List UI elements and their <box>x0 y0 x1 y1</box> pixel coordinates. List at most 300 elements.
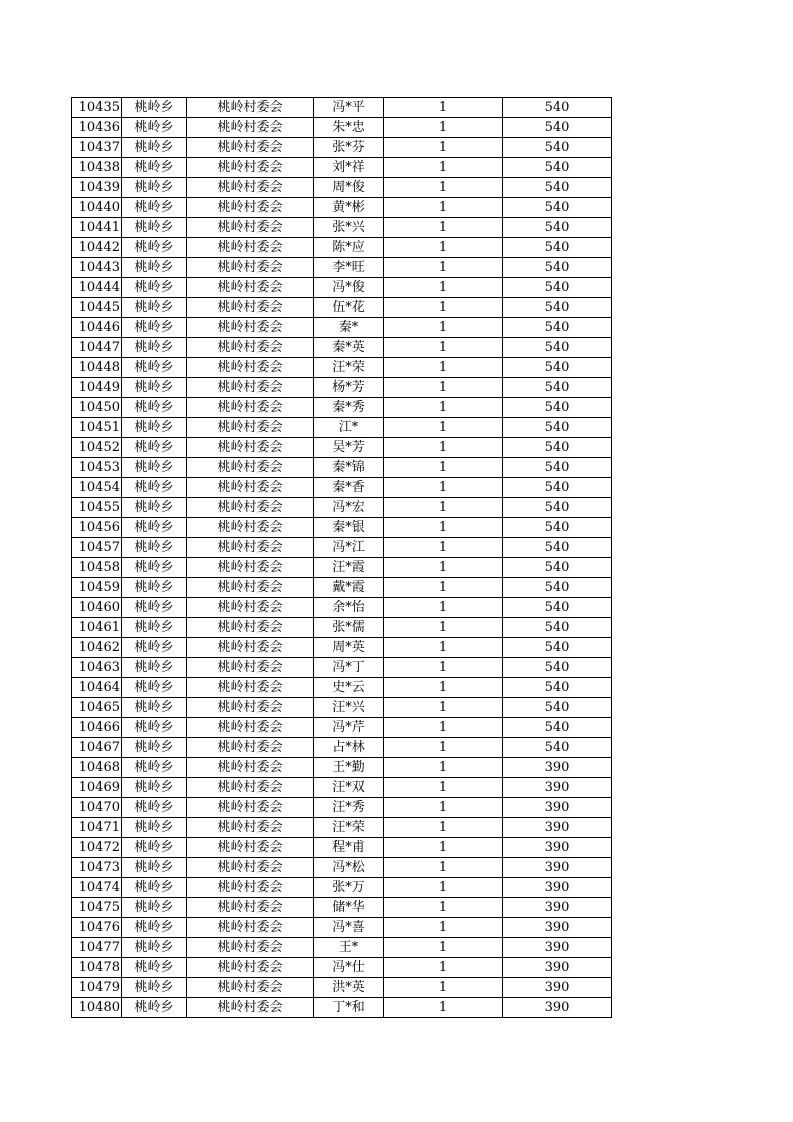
village-committee-cell: 桃岭村委会 <box>187 238 314 258</box>
township-cell: 桃岭乡 <box>122 458 187 478</box>
village-committee-cell: 桃岭村委会 <box>187 638 314 658</box>
count-cell: 1 <box>384 498 503 518</box>
count-cell: 1 <box>384 518 503 538</box>
table-row <box>72 638 612 658</box>
township-cell: 桃岭乡 <box>122 638 187 658</box>
table-row <box>72 438 612 458</box>
count-cell: 1 <box>384 878 503 898</box>
row-number-cell: 10466 <box>72 718 122 738</box>
row-number-cell: 10462 <box>72 638 122 658</box>
amount-cell: 540 <box>503 378 612 398</box>
village-committee-cell: 桃岭村委会 <box>187 898 314 918</box>
name-cell: 秦*英 <box>314 338 384 358</box>
amount-cell: 390 <box>503 938 612 958</box>
count-cell: 1 <box>384 778 503 798</box>
township-cell: 桃岭乡 <box>122 738 187 758</box>
township-cell: 桃岭乡 <box>122 898 187 918</box>
township-cell: 桃岭乡 <box>122 478 187 498</box>
count-cell: 1 <box>384 98 503 118</box>
township-cell: 桃岭乡 <box>122 778 187 798</box>
township-cell: 桃岭乡 <box>122 218 187 238</box>
row-number-cell: 10468 <box>72 758 122 778</box>
count-cell: 1 <box>384 678 503 698</box>
count-cell: 1 <box>384 298 503 318</box>
count-cell: 1 <box>384 638 503 658</box>
township-cell: 桃岭乡 <box>122 818 187 838</box>
township-cell: 桃岭乡 <box>122 938 187 958</box>
village-committee-cell: 桃岭村委会 <box>187 578 314 598</box>
township-cell: 桃岭乡 <box>122 98 187 118</box>
amount-cell: 390 <box>503 878 612 898</box>
name-cell: 汪*兴 <box>314 698 384 718</box>
name-cell: 秦* <box>314 318 384 338</box>
table-row <box>72 558 612 578</box>
name-cell: 张*芬 <box>314 138 384 158</box>
name-cell: 张*儒 <box>314 618 384 638</box>
count-cell: 1 <box>384 818 503 838</box>
village-committee-cell: 桃岭村委会 <box>187 838 314 858</box>
row-number-cell: 10472 <box>72 838 122 858</box>
row-number-cell: 10439 <box>72 178 122 198</box>
name-cell: 汪*荣 <box>314 818 384 838</box>
row-number-cell: 10440 <box>72 198 122 218</box>
name-cell: 丁*和 <box>314 998 384 1018</box>
row-number-cell: 10461 <box>72 618 122 638</box>
township-cell: 桃岭乡 <box>122 418 187 438</box>
township-cell: 桃岭乡 <box>122 598 187 618</box>
row-number-cell: 10476 <box>72 918 122 938</box>
table-row <box>72 318 612 338</box>
row-number-cell: 10437 <box>72 138 122 158</box>
count-cell: 1 <box>384 198 503 218</box>
name-cell: 江* <box>314 418 384 438</box>
count-cell: 1 <box>384 218 503 238</box>
count-cell: 1 <box>384 538 503 558</box>
name-cell: 李*旺 <box>314 258 384 278</box>
table-row <box>72 878 612 898</box>
village-committee-cell: 桃岭村委会 <box>187 798 314 818</box>
township-cell: 桃岭乡 <box>122 278 187 298</box>
count-cell: 1 <box>384 398 503 418</box>
amount-cell: 540 <box>503 438 612 458</box>
table-row <box>72 398 612 418</box>
table-row <box>72 538 612 558</box>
table-row <box>72 978 612 998</box>
township-cell: 桃岭乡 <box>122 238 187 258</box>
village-committee-cell: 桃岭村委会 <box>187 618 314 638</box>
count-cell: 1 <box>384 658 503 678</box>
count-cell: 1 <box>384 238 503 258</box>
table-row <box>72 618 612 638</box>
village-committee-cell: 桃岭村委会 <box>187 678 314 698</box>
amount-cell: 540 <box>503 158 612 178</box>
table-row <box>72 338 612 358</box>
table-row <box>72 158 612 178</box>
data-table <box>71 97 612 1018</box>
table-row <box>72 798 612 818</box>
row-number-cell: 10464 <box>72 678 122 698</box>
village-committee-cell: 桃岭村委会 <box>187 418 314 438</box>
table-row <box>72 898 612 918</box>
village-committee-cell: 桃岭村委会 <box>187 918 314 938</box>
village-committee-cell: 桃岭村委会 <box>187 998 314 1018</box>
table-row <box>72 778 612 798</box>
amount-cell: 540 <box>503 718 612 738</box>
table-row <box>72 378 612 398</box>
row-number-cell: 10469 <box>72 778 122 798</box>
amount-cell: 540 <box>503 138 612 158</box>
count-cell: 1 <box>384 558 503 578</box>
amount-cell: 390 <box>503 998 612 1018</box>
table-row <box>72 918 612 938</box>
count-cell: 1 <box>384 418 503 438</box>
table-row <box>72 958 612 978</box>
name-cell: 周*英 <box>314 638 384 658</box>
amount-cell: 390 <box>503 858 612 878</box>
count-cell: 1 <box>384 738 503 758</box>
village-committee-cell: 桃岭村委会 <box>187 698 314 718</box>
table-row <box>72 658 612 678</box>
row-number-cell: 10453 <box>72 458 122 478</box>
township-cell: 桃岭乡 <box>122 158 187 178</box>
table-row <box>72 198 612 218</box>
row-number-cell: 10471 <box>72 818 122 838</box>
count-cell: 1 <box>384 938 503 958</box>
name-cell: 汪*荣 <box>314 358 384 378</box>
name-cell: 冯*喜 <box>314 918 384 938</box>
township-cell: 桃岭乡 <box>122 578 187 598</box>
township-cell: 桃岭乡 <box>122 198 187 218</box>
village-committee-cell: 桃岭村委会 <box>187 338 314 358</box>
township-cell: 桃岭乡 <box>122 438 187 458</box>
village-committee-cell: 桃岭村委会 <box>187 158 314 178</box>
count-cell: 1 <box>384 458 503 478</box>
row-number-cell: 10450 <box>72 398 122 418</box>
table-row <box>72 218 612 238</box>
village-committee-cell: 桃岭村委会 <box>187 218 314 238</box>
table-row <box>72 138 612 158</box>
count-cell: 1 <box>384 718 503 738</box>
name-cell: 冯*俊 <box>314 278 384 298</box>
name-cell: 占*林 <box>314 738 384 758</box>
township-cell: 桃岭乡 <box>122 718 187 738</box>
township-cell: 桃岭乡 <box>122 178 187 198</box>
table-row <box>72 518 612 538</box>
amount-cell: 540 <box>503 178 612 198</box>
count-cell: 1 <box>384 158 503 178</box>
township-cell: 桃岭乡 <box>122 378 187 398</box>
count-cell: 1 <box>384 118 503 138</box>
village-committee-cell: 桃岭村委会 <box>187 518 314 538</box>
table-row <box>72 258 612 278</box>
count-cell: 1 <box>384 858 503 878</box>
amount-cell: 540 <box>503 198 612 218</box>
count-cell: 1 <box>384 338 503 358</box>
table-row <box>72 178 612 198</box>
amount-cell: 390 <box>503 958 612 978</box>
amount-cell: 390 <box>503 778 612 798</box>
village-committee-cell: 桃岭村委会 <box>187 378 314 398</box>
amount-cell: 540 <box>503 118 612 138</box>
count-cell: 1 <box>384 838 503 858</box>
village-committee-cell: 桃岭村委会 <box>187 438 314 458</box>
count-cell: 1 <box>384 578 503 598</box>
township-cell: 桃岭乡 <box>122 698 187 718</box>
amount-cell: 540 <box>503 618 612 638</box>
table-row <box>72 118 612 138</box>
village-committee-cell: 桃岭村委会 <box>187 978 314 998</box>
name-cell: 杨*芳 <box>314 378 384 398</box>
count-cell: 1 <box>384 358 503 378</box>
table-row <box>72 678 612 698</box>
row-number-cell: 10452 <box>72 438 122 458</box>
table-row <box>72 698 612 718</box>
row-number-cell: 10460 <box>72 598 122 618</box>
name-cell: 洪*英 <box>314 978 384 998</box>
amount-cell: 540 <box>503 418 612 438</box>
name-cell: 冯*江 <box>314 538 384 558</box>
amount-cell: 540 <box>503 298 612 318</box>
name-cell: 史*云 <box>314 678 384 698</box>
village-committee-cell: 桃岭村委会 <box>187 498 314 518</box>
row-number-cell: 10451 <box>72 418 122 438</box>
township-cell: 桃岭乡 <box>122 858 187 878</box>
count-cell: 1 <box>384 758 503 778</box>
table-row <box>72 938 612 958</box>
amount-cell: 390 <box>503 758 612 778</box>
table-row <box>72 98 612 118</box>
township-cell: 桃岭乡 <box>122 538 187 558</box>
name-cell: 冯*仕 <box>314 958 384 978</box>
table-row <box>72 478 612 498</box>
row-number-cell: 10463 <box>72 658 122 678</box>
amount-cell: 540 <box>503 538 612 558</box>
row-number-cell: 10475 <box>72 898 122 918</box>
name-cell: 储*华 <box>314 898 384 918</box>
table-row <box>72 458 612 478</box>
row-number-cell: 10435 <box>72 98 122 118</box>
row-number-cell: 10479 <box>72 978 122 998</box>
table-row <box>72 278 612 298</box>
township-cell: 桃岭乡 <box>122 758 187 778</box>
name-cell: 吴*芳 <box>314 438 384 458</box>
village-committee-cell: 桃岭村委会 <box>187 138 314 158</box>
name-cell: 汪*秀 <box>314 798 384 818</box>
table-row <box>72 298 612 318</box>
name-cell: 周*俊 <box>314 178 384 198</box>
village-committee-cell: 桃岭村委会 <box>187 758 314 778</box>
township-cell: 桃岭乡 <box>122 298 187 318</box>
table-row <box>72 758 612 778</box>
row-number-cell: 10438 <box>72 158 122 178</box>
amount-cell: 540 <box>503 698 612 718</box>
row-number-cell: 10446 <box>72 318 122 338</box>
amount-cell: 540 <box>503 518 612 538</box>
count-cell: 1 <box>384 138 503 158</box>
township-cell: 桃岭乡 <box>122 998 187 1018</box>
amount-cell: 540 <box>503 98 612 118</box>
count-cell: 1 <box>384 958 503 978</box>
amount-cell: 540 <box>503 238 612 258</box>
name-cell: 冯*宏 <box>314 498 384 518</box>
table-row <box>72 998 612 1018</box>
township-cell: 桃岭乡 <box>122 878 187 898</box>
village-committee-cell: 桃岭村委会 <box>187 258 314 278</box>
name-cell: 秦*锦 <box>314 458 384 478</box>
name-cell: 刘*祥 <box>314 158 384 178</box>
amount-cell: 540 <box>503 318 612 338</box>
township-cell: 桃岭乡 <box>122 618 187 638</box>
township-cell: 桃岭乡 <box>122 398 187 418</box>
amount-cell: 540 <box>503 458 612 478</box>
amount-cell: 540 <box>503 478 612 498</box>
amount-cell: 390 <box>503 798 612 818</box>
name-cell: 秦*香 <box>314 478 384 498</box>
row-number-cell: 10474 <box>72 878 122 898</box>
village-committee-cell: 桃岭村委会 <box>187 958 314 978</box>
name-cell: 冯*平 <box>314 98 384 118</box>
row-number-cell: 10480 <box>72 998 122 1018</box>
name-cell: 陈*应 <box>314 238 384 258</box>
table-row <box>72 578 612 598</box>
row-number-cell: 10442 <box>72 238 122 258</box>
township-cell: 桃岭乡 <box>122 558 187 578</box>
count-cell: 1 <box>384 898 503 918</box>
name-cell: 戴*霞 <box>314 578 384 598</box>
name-cell: 冯*芹 <box>314 718 384 738</box>
name-cell: 王*勤 <box>314 758 384 778</box>
amount-cell: 540 <box>503 258 612 278</box>
village-committee-cell: 桃岭村委会 <box>187 538 314 558</box>
village-committee-cell: 桃岭村委会 <box>187 858 314 878</box>
village-committee-cell: 桃岭村委会 <box>187 598 314 618</box>
count-cell: 1 <box>384 618 503 638</box>
amount-cell: 390 <box>503 898 612 918</box>
village-committee-cell: 桃岭村委会 <box>187 118 314 138</box>
village-committee-cell: 桃岭村委会 <box>187 738 314 758</box>
amount-cell: 390 <box>503 838 612 858</box>
township-cell: 桃岭乡 <box>122 318 187 338</box>
row-number-cell: 10443 <box>72 258 122 278</box>
township-cell: 桃岭乡 <box>122 118 187 138</box>
village-committee-cell: 桃岭村委会 <box>187 298 314 318</box>
name-cell: 黄*彬 <box>314 198 384 218</box>
row-number-cell: 10445 <box>72 298 122 318</box>
row-number-cell: 10470 <box>72 798 122 818</box>
village-committee-cell: 桃岭村委会 <box>187 478 314 498</box>
name-cell: 张*兴 <box>314 218 384 238</box>
name-cell: 余*怡 <box>314 598 384 618</box>
count-cell: 1 <box>384 478 503 498</box>
township-cell: 桃岭乡 <box>122 358 187 378</box>
table-row <box>72 858 612 878</box>
name-cell: 王* <box>314 938 384 958</box>
count-cell: 1 <box>384 258 503 278</box>
township-cell: 桃岭乡 <box>122 138 187 158</box>
amount-cell: 540 <box>503 638 612 658</box>
table-body <box>72 98 612 1018</box>
name-cell: 张*万 <box>314 878 384 898</box>
count-cell: 1 <box>384 178 503 198</box>
amount-cell: 540 <box>503 278 612 298</box>
count-cell: 1 <box>384 998 503 1018</box>
amount-cell: 390 <box>503 818 612 838</box>
name-cell: 汪*霞 <box>314 558 384 578</box>
row-number-cell: 10449 <box>72 378 122 398</box>
row-number-cell: 10467 <box>72 738 122 758</box>
row-number-cell: 10436 <box>72 118 122 138</box>
table-row <box>72 238 612 258</box>
count-cell: 1 <box>384 278 503 298</box>
township-cell: 桃岭乡 <box>122 978 187 998</box>
table-row <box>72 718 612 738</box>
amount-cell: 540 <box>503 498 612 518</box>
row-number-cell: 10459 <box>72 578 122 598</box>
township-cell: 桃岭乡 <box>122 958 187 978</box>
row-number-cell: 10448 <box>72 358 122 378</box>
village-committee-cell: 桃岭村委会 <box>187 818 314 838</box>
township-cell: 桃岭乡 <box>122 518 187 538</box>
count-cell: 1 <box>384 438 503 458</box>
village-committee-cell: 桃岭村委会 <box>187 178 314 198</box>
township-cell: 桃岭乡 <box>122 338 187 358</box>
name-cell: 伍*花 <box>314 298 384 318</box>
row-number-cell: 10455 <box>72 498 122 518</box>
row-number-cell: 10473 <box>72 858 122 878</box>
table-row <box>72 838 612 858</box>
count-cell: 1 <box>384 598 503 618</box>
amount-cell: 540 <box>503 658 612 678</box>
count-cell: 1 <box>384 378 503 398</box>
village-committee-cell: 桃岭村委会 <box>187 398 314 418</box>
name-cell: 冯*松 <box>314 858 384 878</box>
amount-cell: 540 <box>503 678 612 698</box>
amount-cell: 540 <box>503 598 612 618</box>
count-cell: 1 <box>384 978 503 998</box>
table-row <box>72 738 612 758</box>
table-row <box>72 418 612 438</box>
village-committee-cell: 桃岭村委会 <box>187 458 314 478</box>
name-cell: 秦*秀 <box>314 398 384 418</box>
row-number-cell: 10477 <box>72 938 122 958</box>
village-committee-cell: 桃岭村委会 <box>187 198 314 218</box>
township-cell: 桃岭乡 <box>122 918 187 938</box>
village-committee-cell: 桃岭村委会 <box>187 878 314 898</box>
village-committee-cell: 桃岭村委会 <box>187 318 314 338</box>
row-number-cell: 10444 <box>72 278 122 298</box>
count-cell: 1 <box>384 798 503 818</box>
count-cell: 1 <box>384 698 503 718</box>
amount-cell: 390 <box>503 978 612 998</box>
village-committee-cell: 桃岭村委会 <box>187 358 314 378</box>
amount-cell: 540 <box>503 338 612 358</box>
amount-cell: 540 <box>503 218 612 238</box>
row-number-cell: 10456 <box>72 518 122 538</box>
table-row <box>72 598 612 618</box>
row-number-cell: 10441 <box>72 218 122 238</box>
township-cell: 桃岭乡 <box>122 838 187 858</box>
row-number-cell: 10458 <box>72 558 122 578</box>
name-cell: 程*甫 <box>314 838 384 858</box>
row-number-cell: 10457 <box>72 538 122 558</box>
township-cell: 桃岭乡 <box>122 678 187 698</box>
village-committee-cell: 桃岭村委会 <box>187 938 314 958</box>
amount-cell: 540 <box>503 558 612 578</box>
row-number-cell: 10465 <box>72 698 122 718</box>
name-cell: 汪*双 <box>314 778 384 798</box>
row-number-cell: 10447 <box>72 338 122 358</box>
township-cell: 桃岭乡 <box>122 798 187 818</box>
